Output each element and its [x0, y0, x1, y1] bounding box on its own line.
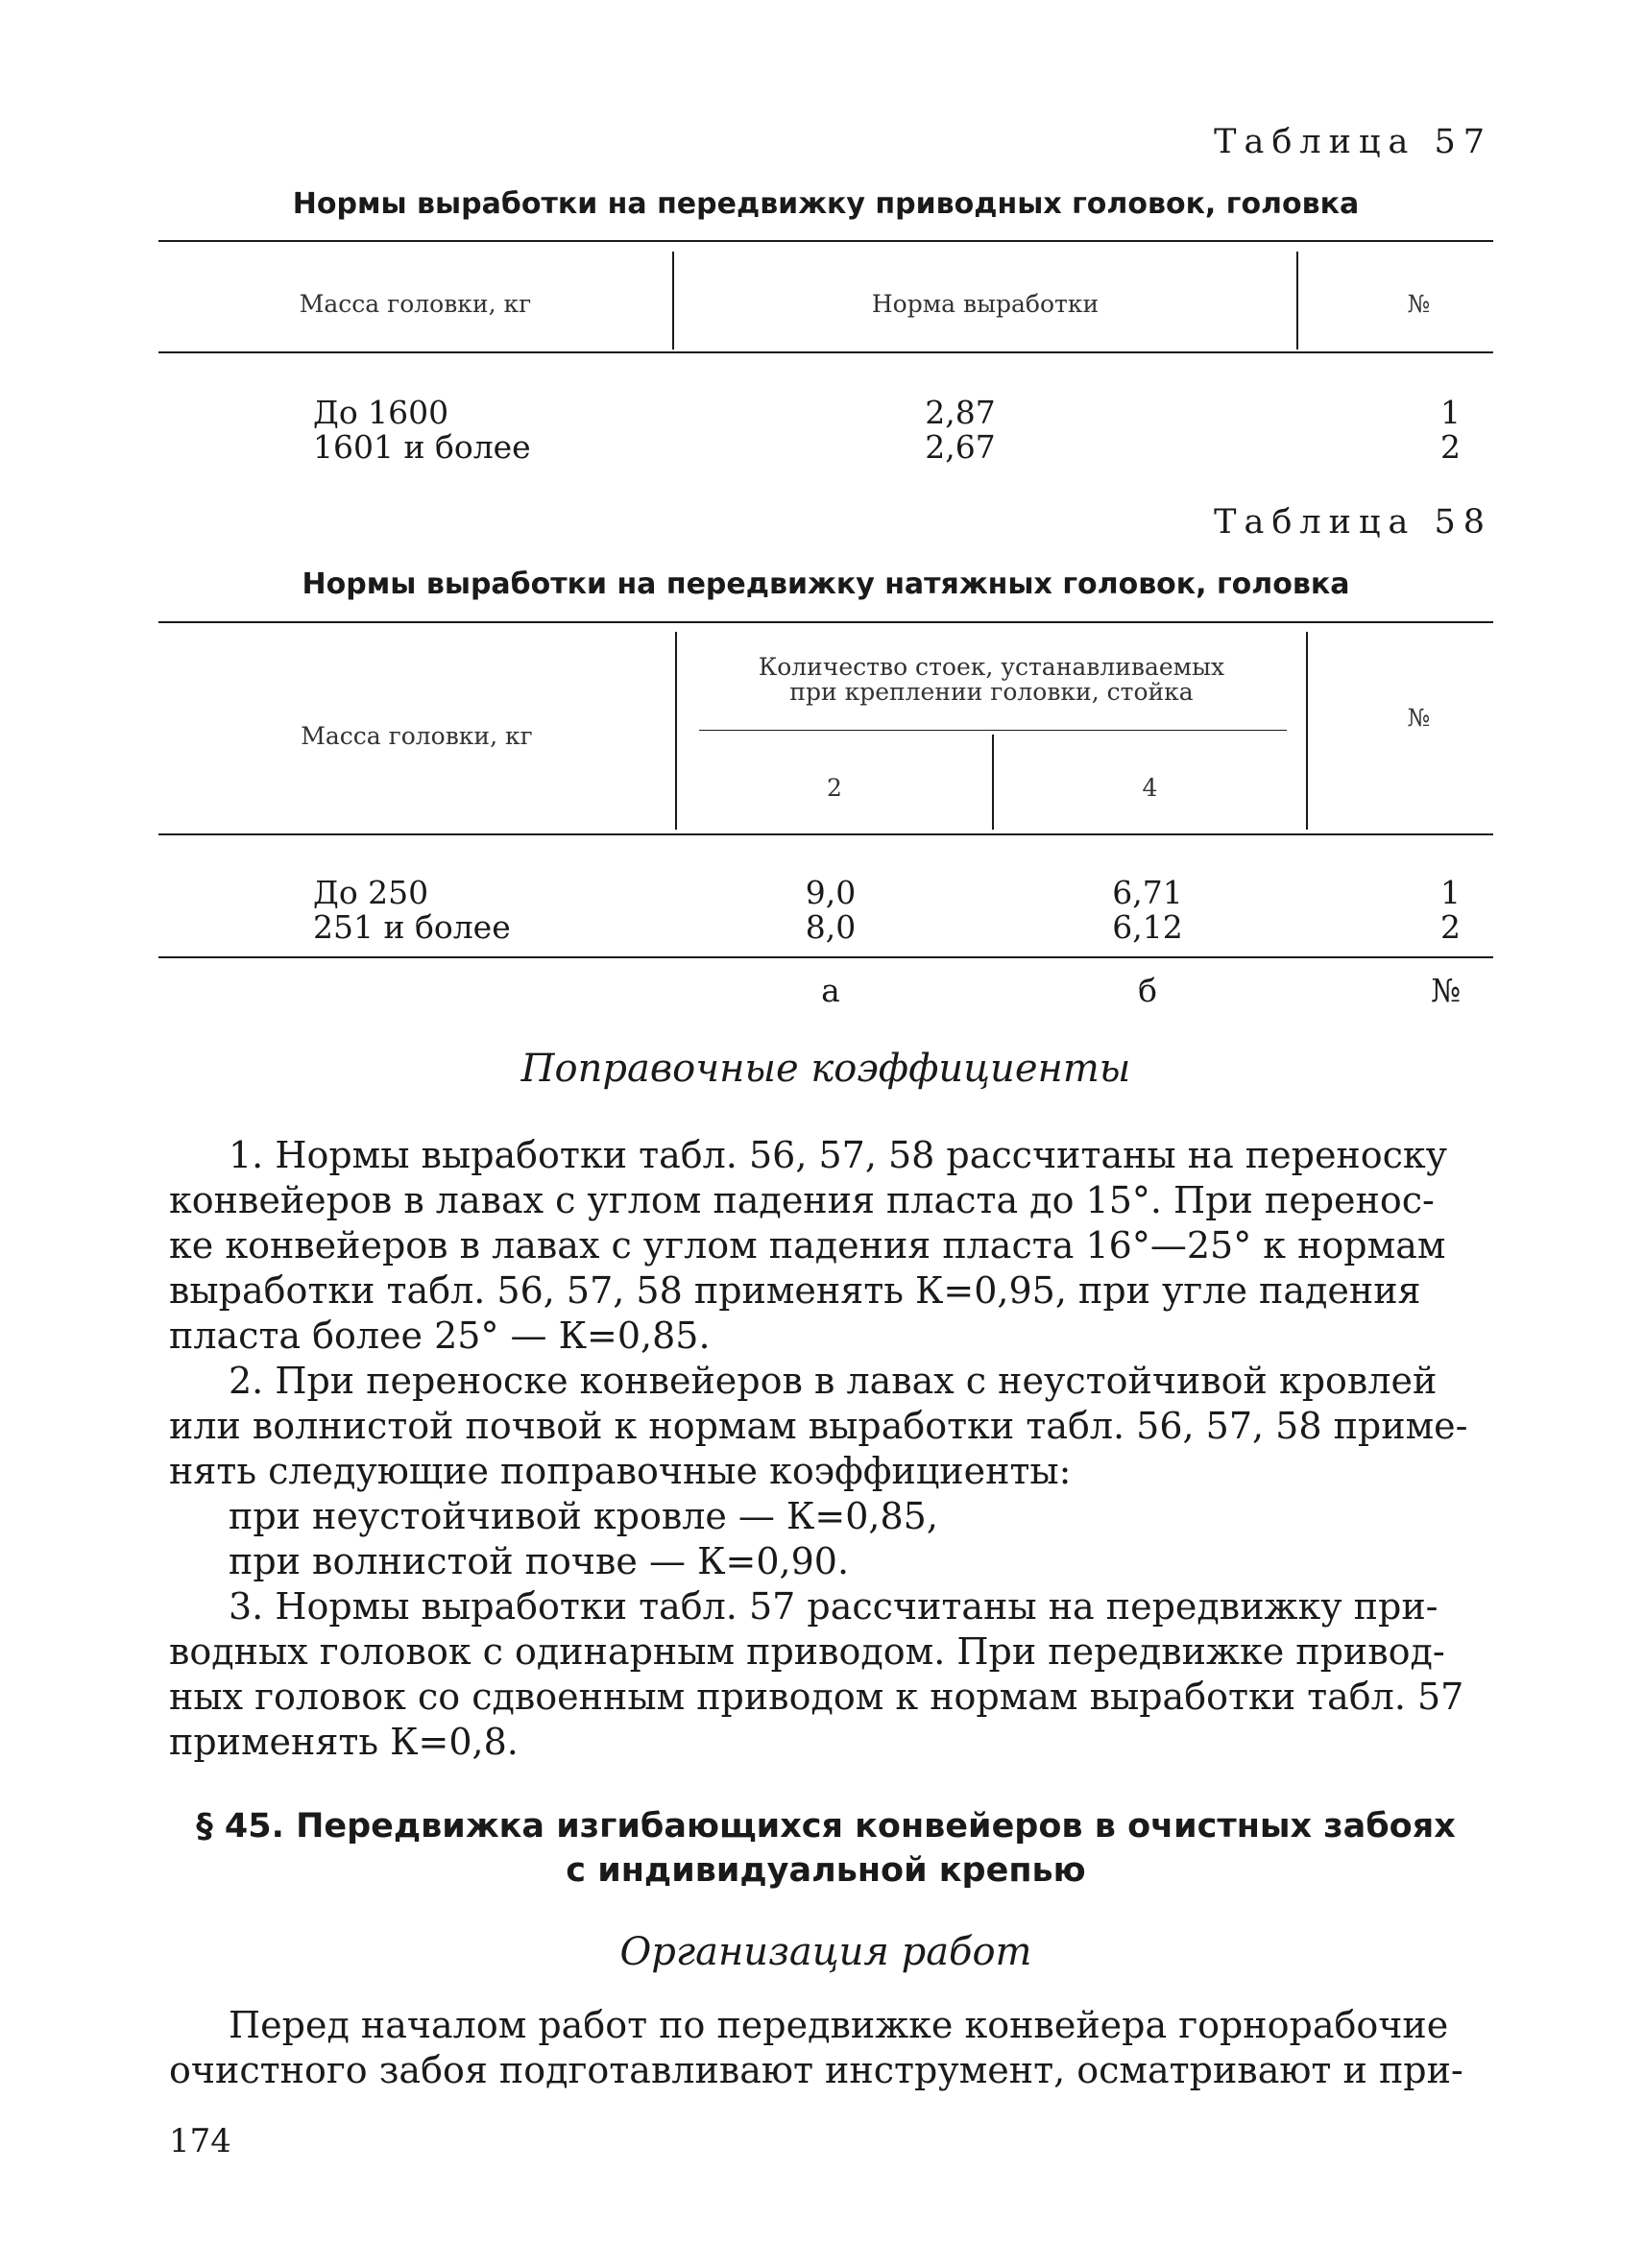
table-57-header-norm: Норма выработки [871, 290, 1100, 318]
corrections-p1-line: пласта более 25° — К=0,85. [169, 1315, 711, 1357]
corrections-p3-line: водных головок с одинарным приводом. При передвижке привод- [169, 1630, 1445, 1673]
corrections-heading: Поправочные коэффициенты [520, 1047, 1131, 1091]
table-57-header-num: № [1407, 290, 1431, 318]
table-58-label: Таблица 58 [1214, 503, 1492, 542]
table-58-footer-num: № [1431, 972, 1462, 1009]
table-58-cell-mass: До 250 [313, 874, 429, 911]
corrections-p3-line: ных головок со сдвоенным приводом к нормам выработки табл. 57 [169, 1676, 1464, 1718]
table-57-cell-norm: 2,67 [925, 428, 996, 466]
section-intro-text [169, 2003, 1494, 2093]
table-58-title: Нормы выработки на передвижку натяжных головок, головка [302, 567, 1350, 601]
table-58-cell-b: 6,12 [1112, 908, 1183, 946]
table-58-header-num: № [1407, 704, 1431, 732]
table-58-subheader-rule [699, 730, 1287, 731]
table-57-col-divider-2 [1296, 252, 1298, 350]
table-57-cell-mass: 1601 и более [313, 428, 531, 466]
table-57-cell-norm: 2,87 [925, 394, 996, 431]
section-intro-line: Перед началом работ по передвижке конвейера горнорабочие [229, 2004, 1449, 2046]
table-58-top-rule [158, 621, 1493, 623]
section-subheading: Организация работ [619, 1930, 1032, 1974]
table-57-cell-num: 1 [1440, 394, 1461, 431]
table-58-header-racks-line2: при креплении головки, стойка [789, 678, 1194, 706]
table-58-bottom-rule [158, 956, 1493, 958]
table-57-header-rule [158, 351, 1493, 353]
table-58-cell-num: 1 [1440, 874, 1461, 911]
corrections-p2-line: 2. При переноске конвейеров в лавах с неустойчивой кровлей [229, 1360, 1438, 1402]
table-58-cell-mass: 251 и более [313, 908, 511, 946]
table-58-col-divider-2 [1306, 632, 1308, 830]
table-58-header-col-a: 2 [827, 774, 842, 802]
corrections-p2-item: при неустойчивой кровле — К=0,85, [229, 1495, 938, 1537]
corrections-p1-line: ке конвейеров в лавах с углом падения пласта 16°—25° к нормам [169, 1224, 1446, 1267]
corrections-p1-line: 1. Нормы выработки табл. 56, 57, 58 рассчитаны на переноску [229, 1134, 1448, 1176]
section-title-line1: § 45. Передвижка изгибающихся конвейеров в очистных забоях [196, 1807, 1456, 1846]
table-58-cell-num: 2 [1440, 908, 1461, 946]
section-title-line2: с индивидуальной крепью [566, 1851, 1086, 1890]
table-57-cell-mass: До 1600 [313, 394, 449, 431]
corrections-text [169, 1133, 1494, 1765]
table-58-footer-a: а [821, 972, 840, 1009]
table-58-header-rule [158, 833, 1493, 835]
table-58-cell-a: 8,0 [805, 908, 857, 946]
table-58-footer-b: б [1138, 972, 1157, 1009]
table-58-header-racks-line1: Количество стоек, устанавливаемых [758, 653, 1225, 681]
page-number: 174 [169, 2122, 231, 2160]
table-57-top-rule [158, 240, 1493, 242]
table-57-label: Таблица 57 [1214, 123, 1492, 161]
table-57-title: Нормы выработки на передвижку приводных головок, головка [292, 187, 1360, 221]
corrections-p3-line: 3. Нормы выработки табл. 57 рассчитаны на передвижку при- [229, 1585, 1438, 1628]
section-intro-line: очистного забоя подготавливают инструмент, осматривают и при- [169, 2049, 1463, 2091]
corrections-p2-line: или волнистой почвой к нормам выработки табл. 56, 57, 58 приме- [169, 1405, 1468, 1447]
corrections-p1-line: выработки табл. 56, 57, 58 применять К=0,95, при угле падения [169, 1269, 1421, 1312]
table-58-header-col-b: 4 [1142, 774, 1158, 802]
corrections-p2-item: при волнистой почве — К=0,90. [229, 1540, 850, 1582]
table-58-cell-b: 6,71 [1112, 874, 1183, 911]
table-57-header-mass: Масса головки, кг [299, 290, 532, 318]
corrections-p2-line: нять следующие поправочные коэффициенты: [169, 1450, 1072, 1492]
corrections-p3-line: применять К=0,8. [169, 1721, 519, 1763]
table-58-cell-a: 9,0 [805, 874, 857, 911]
corrections-p1-line: конвейеров в лавах с углом падения пласта до 15°. При перенос- [169, 1179, 1435, 1221]
table-58-header-mass: Масса головки, кг [301, 722, 533, 750]
table-57-cell-num: 2 [1440, 428, 1461, 466]
